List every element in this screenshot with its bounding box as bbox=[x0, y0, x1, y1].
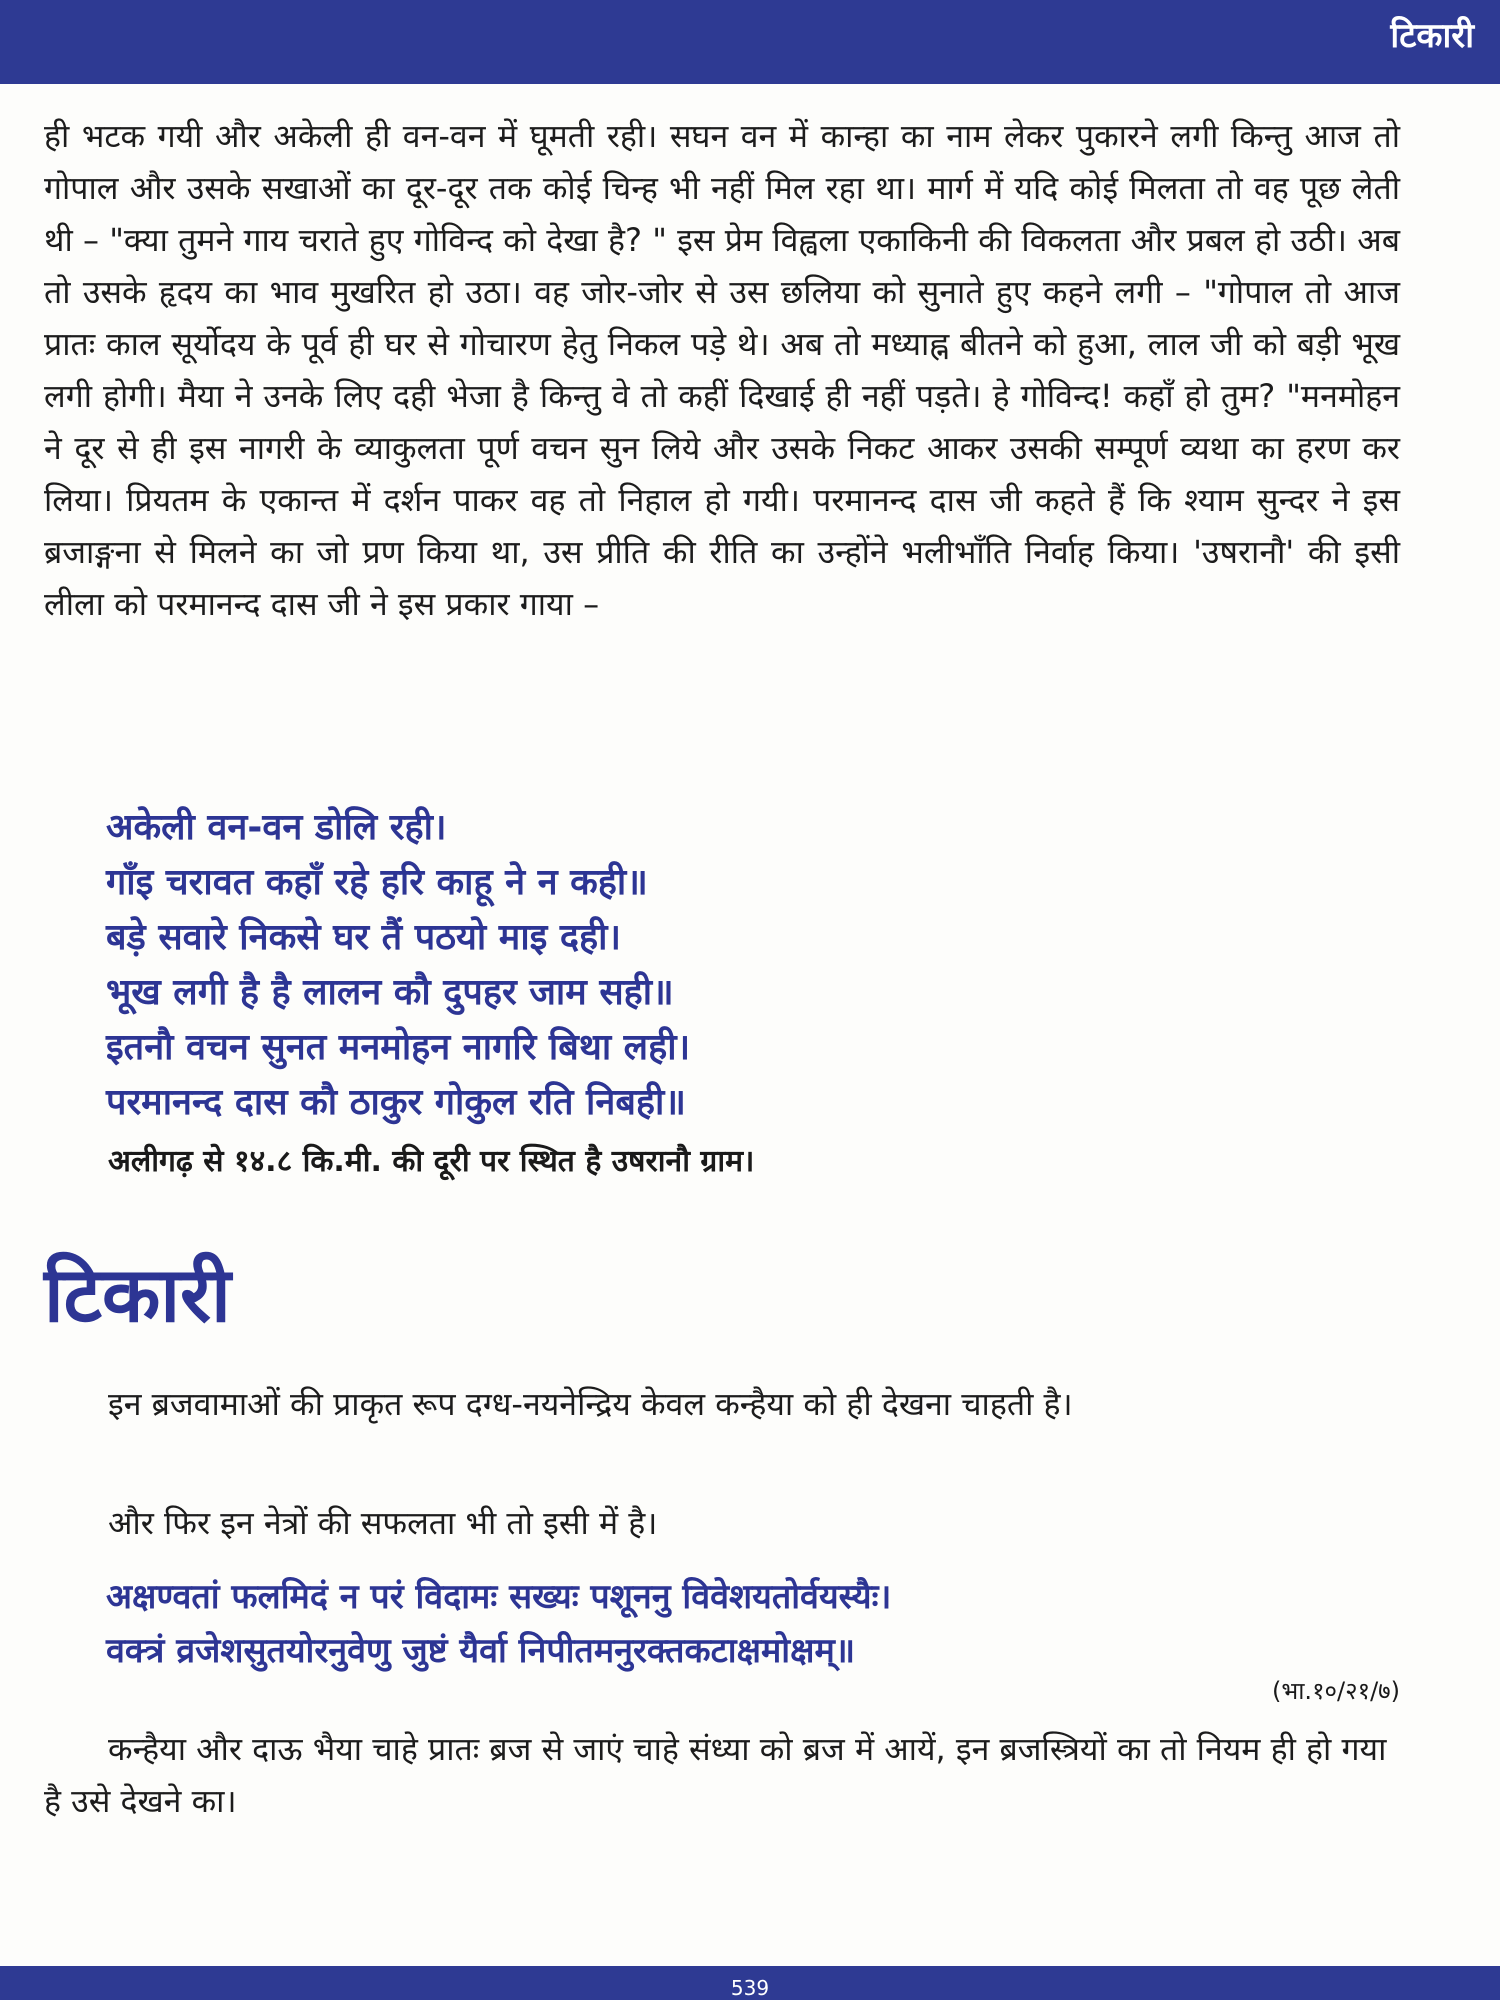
verse-line: इतनौ वचन सुनत मनमोहन नागरि बिथा लही। bbox=[106, 1027, 691, 1068]
verse-line: भूख लगी है है लालन कौ दुपहर जाम सही॥ bbox=[106, 972, 674, 1013]
section-paragraph: और फिर इन नेत्रों की सफलता भी तो इसी में है। bbox=[108, 1504, 658, 1542]
section-paragraph: कन्हैया और दाऊ भैया चाहे प्रातः ब्रज से जाएं चाहे संध्या को ब्रज में आयें, इन ब्रजस्त्रियों का तो नियम ही हो गया है उसे देखने का। bbox=[44, 1730, 1387, 1820]
location-note: अलीगढ़ से १४.८ कि.मी. की दूरी पर स्थित है उषरानौ ग्राम। bbox=[108, 1144, 755, 1179]
running-header-title: टिकारी bbox=[1390, 16, 1474, 56]
header-band bbox=[0, 0, 1500, 84]
verse-line: परमानन्द दास कौ ठाकुर गोकुल रति निबही॥ bbox=[106, 1082, 686, 1123]
section-paragraph: इन ब्रजवामाओं की प्राकृत रूप दग्ध-नयनेन्द्रिय केवल कन्हैया को ही देखना चाहती है। bbox=[108, 1385, 1073, 1423]
verse-line: अकेली वन-वन डोलि रही। bbox=[106, 807, 447, 848]
shloka-line: अक्षण्वतां फलमिदं न परं विदामः सख्यः पशूननु विवेशयतोर्वयस्यैः। bbox=[106, 1577, 892, 1617]
main-paragraph: ही भटक गयी और अकेली ही वन-वन में घूमती रही। सघन वन में कान्हा का नाम लेकर पुकारने लगी किन्तु आज तो गोपाल और उसके सखाओं का दूर-दूर तक कोई चिन्ह भी नहीं मिल रहा था। मार्ग में यदि कोई मिलता तो वह पूछ लेती थी – "क्या तुमने गाय चराते हुए गोविन्द को देखा है? " इस प्रेम विह्वला एकाकिनी की विकलता और प्रबल हो उठी। अब तो उसके हृदय का भाव मुखरित हो उठा। वह जोर-जोर से उस छलिया को सुनाते हुए कहने लगी – "गोपाल तो आज प्रातः काल सूर्योदय के पूर्व ही घर से गोचारण हेतु निकल पड़े थे। अब तो मध्याह्न बीतने को हुआ, लाल जी को बड़ी भूख लगी होगी। मैया ने उनके लिए दही भेजा है किन्तु वे तो कहीं दिखाई ही नहीं पड़ते। हे गोविन्द! कहाँ हो तुम? "मनमोहन ने दूर से ही इस नागरी के व्याकुलता पूर्ण वचन सुन लिये और उसके निकट आकर उसकी सम्पूर्ण व्यथा का हरण कर लिया। प्रियतम के एकान्त में दर्शन पाकर वह तो निहाल हो गयी। परमानन्द दास जी कहते हैं कि श्याम सुन्दर ने इस ब्रजाङ्गना से मिलने का जो प्रण किया था, उस प्रीति की रीति का उन्होंने भलीभाँति निर्वाह किया। 'उषरानौ' की इसी लीला को परमानन्द दास जी ने इस प्रकार गाया – bbox=[44, 117, 1400, 623]
shloka-citation: (भा.१०/२१/७) bbox=[1271, 1677, 1400, 1705]
page-number: 539 bbox=[730, 1976, 770, 2000]
poem-verse bbox=[106, 800, 1076, 1130]
section-title: टिकारी bbox=[44, 1250, 231, 1339]
verse-line: बड़े सवारे निकसे घर तैं पठयो माइ दही। bbox=[106, 917, 622, 958]
sanskrit-shloka bbox=[106, 1570, 1430, 1678]
verse-line: गाँइ चरावत कहाँ रहे हरि काहू ने न कही॥ bbox=[106, 862, 648, 903]
shloka-line: वक्त्रं व्रजेशसुतयोरनुवेणु जुष्टं यैर्वा निपीतमनुरक्तकटाक्षमोक्षम्॥ bbox=[106, 1631, 856, 1671]
